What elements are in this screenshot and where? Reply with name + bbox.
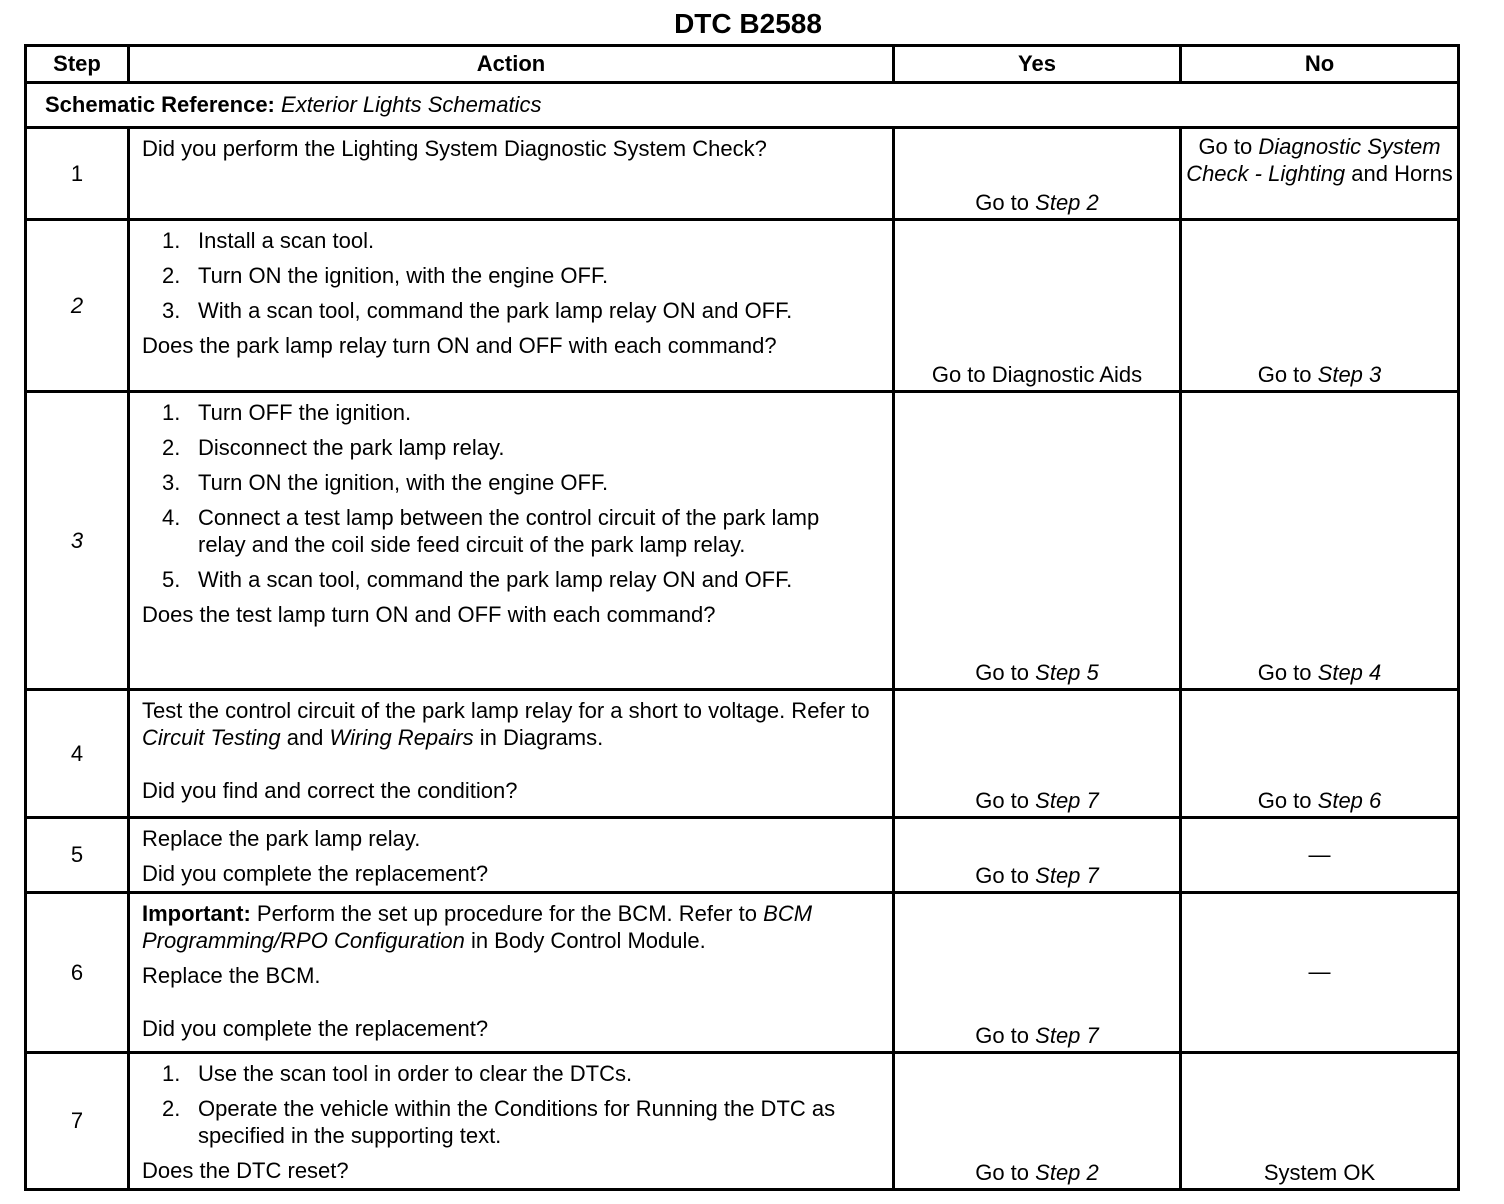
yes-cell xyxy=(894,128,1181,220)
bcm-programming-link[interactable]: BCM Programming/RPO Configuration xyxy=(142,901,813,953)
important-label: Important: xyxy=(142,901,251,926)
schematic-reference xyxy=(26,83,1459,128)
step-number: 1 xyxy=(26,128,129,220)
no-link[interactable]: Step 4 xyxy=(1317,660,1382,685)
no-prefix: Go to xyxy=(1257,788,1312,813)
no-result: System OK xyxy=(1263,1160,1376,1185)
header-yes: Yes xyxy=(894,46,1181,83)
no-cell xyxy=(1181,1053,1459,1190)
action-cell xyxy=(129,818,894,893)
action-question: Does the park lamp relay turn ON and OFF with each command? xyxy=(142,333,777,358)
step-number: 2 xyxy=(26,220,129,392)
table-row xyxy=(26,818,1459,893)
yes-cell xyxy=(894,893,1181,1053)
no-cell xyxy=(1181,128,1459,220)
table-row xyxy=(26,1053,1459,1190)
action-question: Did you perform the Lighting System Diagnostic System Check? xyxy=(142,136,767,161)
action-text: Test the control circuit of the park lamp relay for a short to voltage. Refer to Circuit Testing and Wiring Repairs in Diagrams. xyxy=(142,698,870,750)
yes-cell xyxy=(894,392,1181,690)
yes-link[interactable]: Step 2 xyxy=(1035,1160,1099,1185)
yes-cell xyxy=(894,690,1181,818)
document-title: DTC B2588 xyxy=(674,8,822,39)
yes-cell xyxy=(894,1053,1181,1190)
yes-link[interactable]: Go to Diagnostic Aids xyxy=(931,362,1143,387)
important-note: Important: Perform the set up procedure for the BCM. Refer to BCM Programming/RPO Configuration in Body Control Module. xyxy=(142,901,813,953)
action-question: Did you complete the replacement? xyxy=(142,1016,489,1041)
no-link[interactable]: Step 6 xyxy=(1317,788,1382,813)
yes-prefix: Go to xyxy=(975,863,1030,888)
yes-link[interactable]: Step 7 xyxy=(1035,788,1099,813)
list-item: 1. Use the scan tool in order to clear the DTCs. xyxy=(162,1061,633,1086)
header-no: No xyxy=(1181,46,1459,83)
no-cell xyxy=(1181,690,1459,818)
list-item: 1. Turn OFF the ignition. xyxy=(162,400,412,425)
list-item: 2. Disconnect the park lamp relay. xyxy=(162,435,505,460)
yes-prefix: Go to xyxy=(975,1023,1030,1048)
no-dash: — xyxy=(1308,959,1331,984)
yes-cell xyxy=(894,818,1181,893)
header-step: Step xyxy=(26,46,129,83)
action-cell xyxy=(129,690,894,818)
table-row xyxy=(26,893,1459,1053)
yes-link[interactable]: Step 7 xyxy=(1035,1023,1099,1048)
no-cell xyxy=(1181,220,1459,392)
header-row xyxy=(26,46,1459,83)
list-item: 1. Install a scan tool. xyxy=(162,228,375,253)
no-link[interactable]: Diagnostic System Check - Lighting xyxy=(1186,134,1441,186)
no-suffix: and Horns xyxy=(1351,161,1453,186)
action-text: Replace the BCM. xyxy=(142,963,321,988)
table-row xyxy=(26,690,1459,818)
step-number: 6 xyxy=(26,893,129,1053)
dtc-table xyxy=(24,44,1460,1191)
header-action: Action xyxy=(129,46,894,83)
yes-link[interactable]: Step 7 xyxy=(1035,863,1099,888)
action-cell xyxy=(129,128,894,220)
step-number: 3 xyxy=(26,392,129,690)
step-number: 4 xyxy=(26,690,129,818)
action-cell xyxy=(129,220,894,392)
list-item: 5. With a scan tool, command the park lamp relay ON and OFF. xyxy=(162,567,793,592)
action-cell xyxy=(129,392,894,690)
step-number: 5 xyxy=(26,818,129,893)
yes-prefix: Go to xyxy=(975,788,1030,813)
no-prefix: Go to xyxy=(1198,134,1253,159)
no-prefix: Go to xyxy=(1257,660,1312,685)
circuit-testing-link[interactable]: Circuit Testing xyxy=(142,725,281,750)
action-cell xyxy=(129,1053,894,1190)
reference-row xyxy=(26,83,1459,128)
list-item: 2. Turn ON the ignition, with the engine OFF. xyxy=(162,263,609,288)
table-row xyxy=(26,392,1459,690)
action-question: Does the DTC reset? xyxy=(142,1158,349,1183)
yes-link[interactable]: Step 2 xyxy=(1035,190,1099,215)
action-question: Did you complete the replacement? xyxy=(142,861,489,886)
no-cell xyxy=(1181,818,1459,893)
no-cell xyxy=(1181,893,1459,1053)
yes-link[interactable]: Step 5 xyxy=(1035,660,1099,685)
table-row xyxy=(26,128,1459,220)
no-link[interactable]: Step 3 xyxy=(1317,362,1382,387)
step-number: 7 xyxy=(26,1053,129,1190)
action-question: Did you find and correct the condition? xyxy=(142,778,518,803)
table-row xyxy=(26,220,1459,392)
list-item: 3. With a scan tool, command the park lamp relay ON and OFF. xyxy=(162,298,793,323)
action-cell xyxy=(129,893,894,1053)
yes-prefix: Go to xyxy=(975,660,1030,685)
no-dash: — xyxy=(1308,841,1331,867)
yes-prefix: Go to xyxy=(975,190,1030,215)
no-cell xyxy=(1181,392,1459,690)
list-item: 4. Connect a test lamp between the control circuit of the park lamp relay and the coil side feed circuit of the park lamp relay. xyxy=(162,505,820,557)
action-question: Does the test lamp turn ON and OFF with each command? xyxy=(142,602,716,627)
action-text: Replace the park lamp relay. xyxy=(142,826,421,851)
yes-cell xyxy=(894,220,1181,392)
list-item: 2. Operate the vehicle within the Conditions for Running the DTC as specified in the supporting text. xyxy=(162,1096,836,1148)
yes-prefix: Go to xyxy=(975,1160,1030,1185)
no-prefix: Go to xyxy=(1257,362,1312,387)
list-item: 3. Turn ON the ignition, with the engine OFF. xyxy=(162,470,609,495)
wiring-repairs-link[interactable]: Wiring Repairs xyxy=(329,725,474,750)
reference-label: Schematic Reference: xyxy=(45,92,275,117)
reference-link[interactable]: Exterior Lights Schematics xyxy=(281,92,542,117)
